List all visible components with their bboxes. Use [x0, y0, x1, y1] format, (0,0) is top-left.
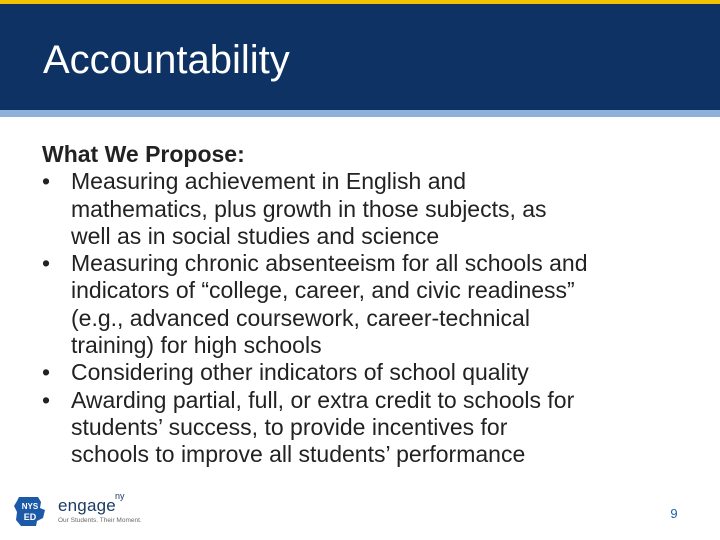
slide-content — [42, 141, 692, 469]
title-bar — [0, 4, 720, 110]
bullet-item — [42, 168, 692, 250]
logo-nys-text: NYS — [21, 502, 39, 511]
bullet-marker: • — [42, 168, 51, 195]
bullet-line: indicators of “college, career, and civic readiness” — [71, 277, 575, 304]
bullet-marker: • — [42, 386, 51, 413]
logo-superscript: ny — [115, 491, 125, 501]
lead-text: What We Propose: — [42, 141, 245, 167]
bullet-line: schools to improve all students’ performance — [71, 441, 526, 468]
bullet-list — [42, 168, 692, 468]
bullet-line: Measuring achievement in English and — [71, 168, 467, 195]
bullet-line: Measuring chronic absenteeism for all schools and — [71, 250, 588, 277]
nysed-logo-icon — [12, 494, 48, 528]
bullet-marker: • — [42, 359, 51, 386]
bullet-line: well as in social studies and science — [71, 222, 440, 249]
bullet-line: (e.g., advanced coursework, career-technical — [71, 304, 530, 331]
bullet-line: Awarding partial, full, or extra credit to schools for — [71, 386, 575, 413]
engageny-logo — [12, 491, 142, 530]
slide-title: Accountability — [43, 38, 290, 82]
bullet-item — [42, 387, 692, 469]
logo-wordmark: engage — [58, 496, 116, 515]
bullet-marker: • — [42, 250, 51, 277]
bullet-line: mathematics, plus growth in those subjects, as — [71, 195, 547, 222]
logo-ed-text: ED — [23, 512, 37, 522]
bullet-item — [42, 359, 692, 386]
bullet-line: training) for high schools — [71, 332, 322, 359]
logo-tagline: Our Students. Their Moment. — [58, 517, 142, 524]
title-underline-rule — [0, 110, 720, 117]
bullet-line: students’ success, to provide incentives for — [71, 413, 508, 440]
bullet-line: Considering other indicators of school quality — [71, 359, 529, 386]
page-number: 9 — [670, 506, 678, 521]
bullet-item — [42, 250, 692, 359]
